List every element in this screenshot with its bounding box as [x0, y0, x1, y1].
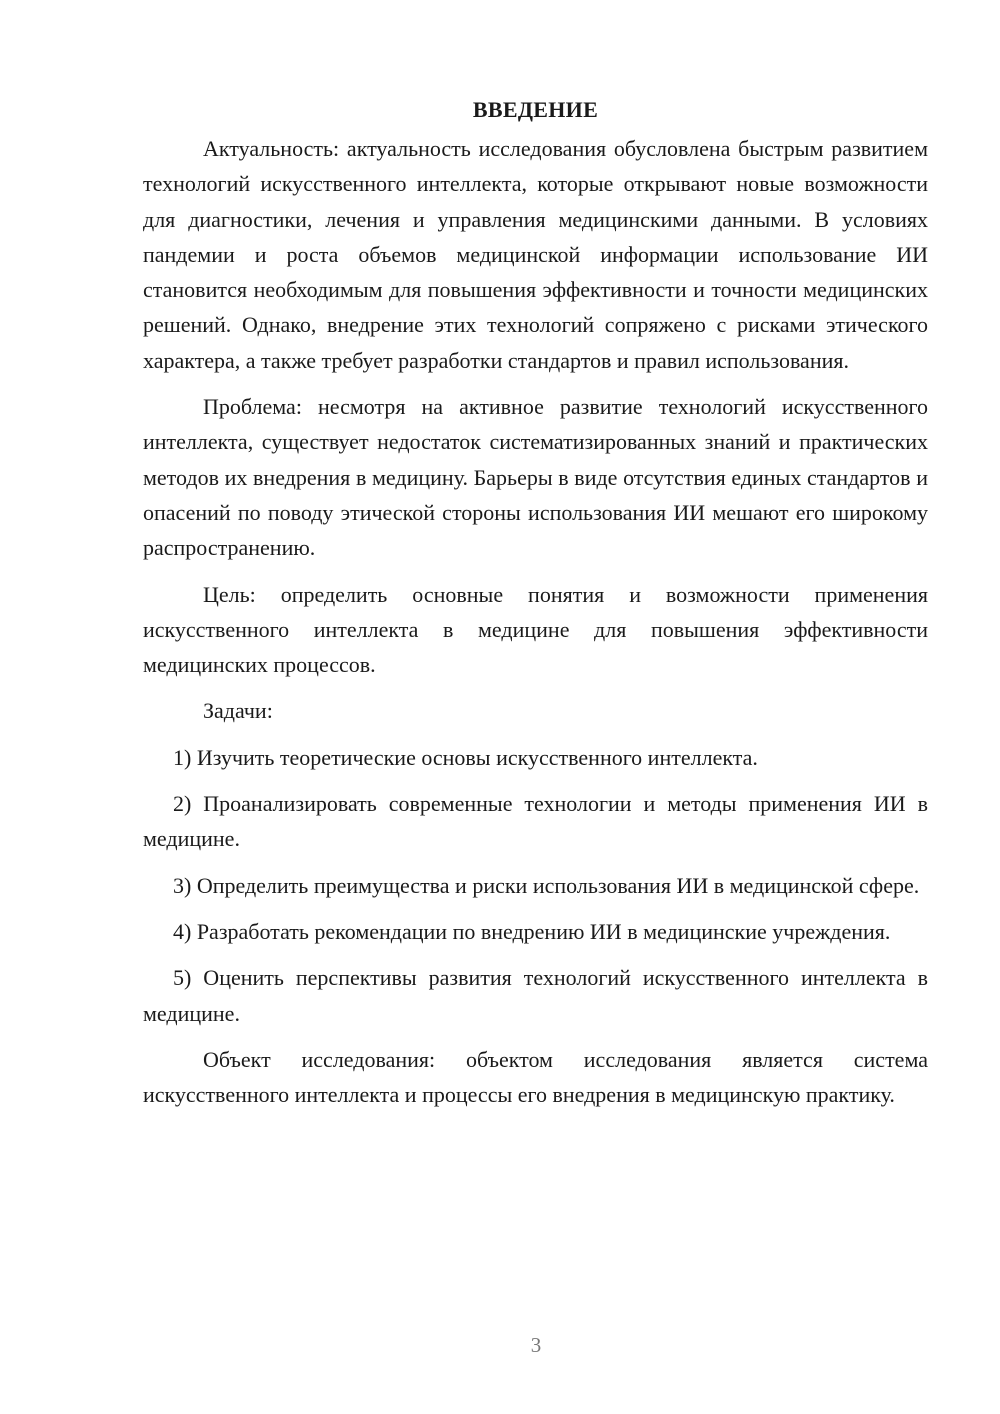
document-page: [143, 95, 928, 1123]
task-item-1: 1) Изучить теоретические основы искусственного интеллекта.: [173, 744, 758, 770]
task-item-2: 2) Проанализировать современные технологии и методы применения ИИ в медицине.: [143, 791, 928, 852]
task-item-4: 4) Разработать рекомендации по внедрению ИИ в медицинские учреждения.: [173, 918, 891, 944]
page-title: ВВЕДЕНИЕ: [472, 97, 599, 122]
page-number: 3: [530, 1333, 542, 1357]
goal-paragraph: Цель: определить основные понятия и возможности применения искусственного интеллекта в медицине для повышения эффективности медицинских процессов.: [143, 581, 928, 678]
task-item-3: 3) Определить преимущества и риски использования ИИ в медицинской сфере.: [173, 872, 920, 898]
object-paragraph: Объект исследования: объектом исследования является система искусственного интеллекта и процессы его внедрения в медицинскую практику.: [143, 1046, 928, 1108]
problem-paragraph: Проблема: несмотря на активное развитие технологий искусственного интеллекта, существует недостаток систематизированных знаний и практических методов их внедрения в медицину. Барьеры в виде отсутствия единых стандартов и опасений по поводу этической стороны использования ИИ мешают его широкому распространению.: [143, 394, 928, 561]
task-item-5: 5) Оценить перспективы развития технологий искусственного интеллекта в медицине.: [143, 965, 928, 1026]
tasks-heading: Задачи:: [203, 698, 273, 724]
relevance-paragraph: Актуальность: актуальность исследования обусловлена быстрым развитием технологий искусственного интеллекта, которые открывают новые возможности для диагностики, лечения и управления медицинскими данными. В условиях пандемии и роста объемов медицинской информации использование ИИ становится необходимым для повышения эффективности и точности медицинских решений. Однако, внедрение этих технологий сопряжено с рисками этического характера, а также требует разработки стандартов и правил использования.: [143, 136, 928, 373]
